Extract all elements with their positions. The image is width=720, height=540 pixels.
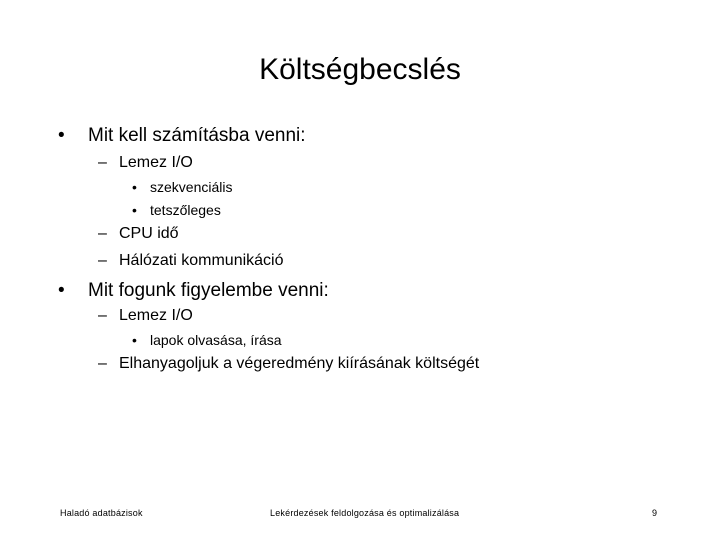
bullet-marker: • — [58, 125, 65, 146]
bullet-text: Lemez I/O — [119, 307, 193, 324]
bullet-marker: • — [132, 179, 137, 195]
bullet-text: szekvenciális — [150, 179, 233, 195]
bullet-text: Mit fogunk figyelembe venni: — [88, 280, 329, 301]
footer-page-number: 9 — [652, 508, 658, 518]
bullet-text: Mit kell számításba venni: — [88, 125, 306, 146]
bullet-text: Hálózati kommunikáció — [119, 252, 284, 269]
dash-marker: – — [98, 252, 107, 269]
bullet-text: CPU idő — [119, 225, 179, 242]
bullet-text: tetszőleges — [150, 202, 221, 218]
bullet-marker: • — [132, 332, 137, 348]
dash-marker: – — [98, 225, 107, 242]
bullet-marker: • — [132, 202, 137, 218]
bullet-text: Lemez I/O — [119, 154, 193, 171]
dash-marker: – — [98, 355, 107, 372]
footer-center: Lekérdezések feldolgozása és optimalizálása — [270, 508, 460, 518]
bullet-marker: • — [58, 280, 65, 301]
bullet-text: Elhanyagoljuk a végeredmény kiírásának költségét — [119, 355, 480, 372]
slide-title: Költségbecslés — [259, 53, 461, 86]
bullet-text: lapok olvasása, írása — [150, 332, 282, 348]
dash-marker: – — [98, 154, 107, 171]
dash-marker: – — [98, 307, 107, 324]
footer-left: Haladó adatbázisok — [60, 508, 143, 518]
